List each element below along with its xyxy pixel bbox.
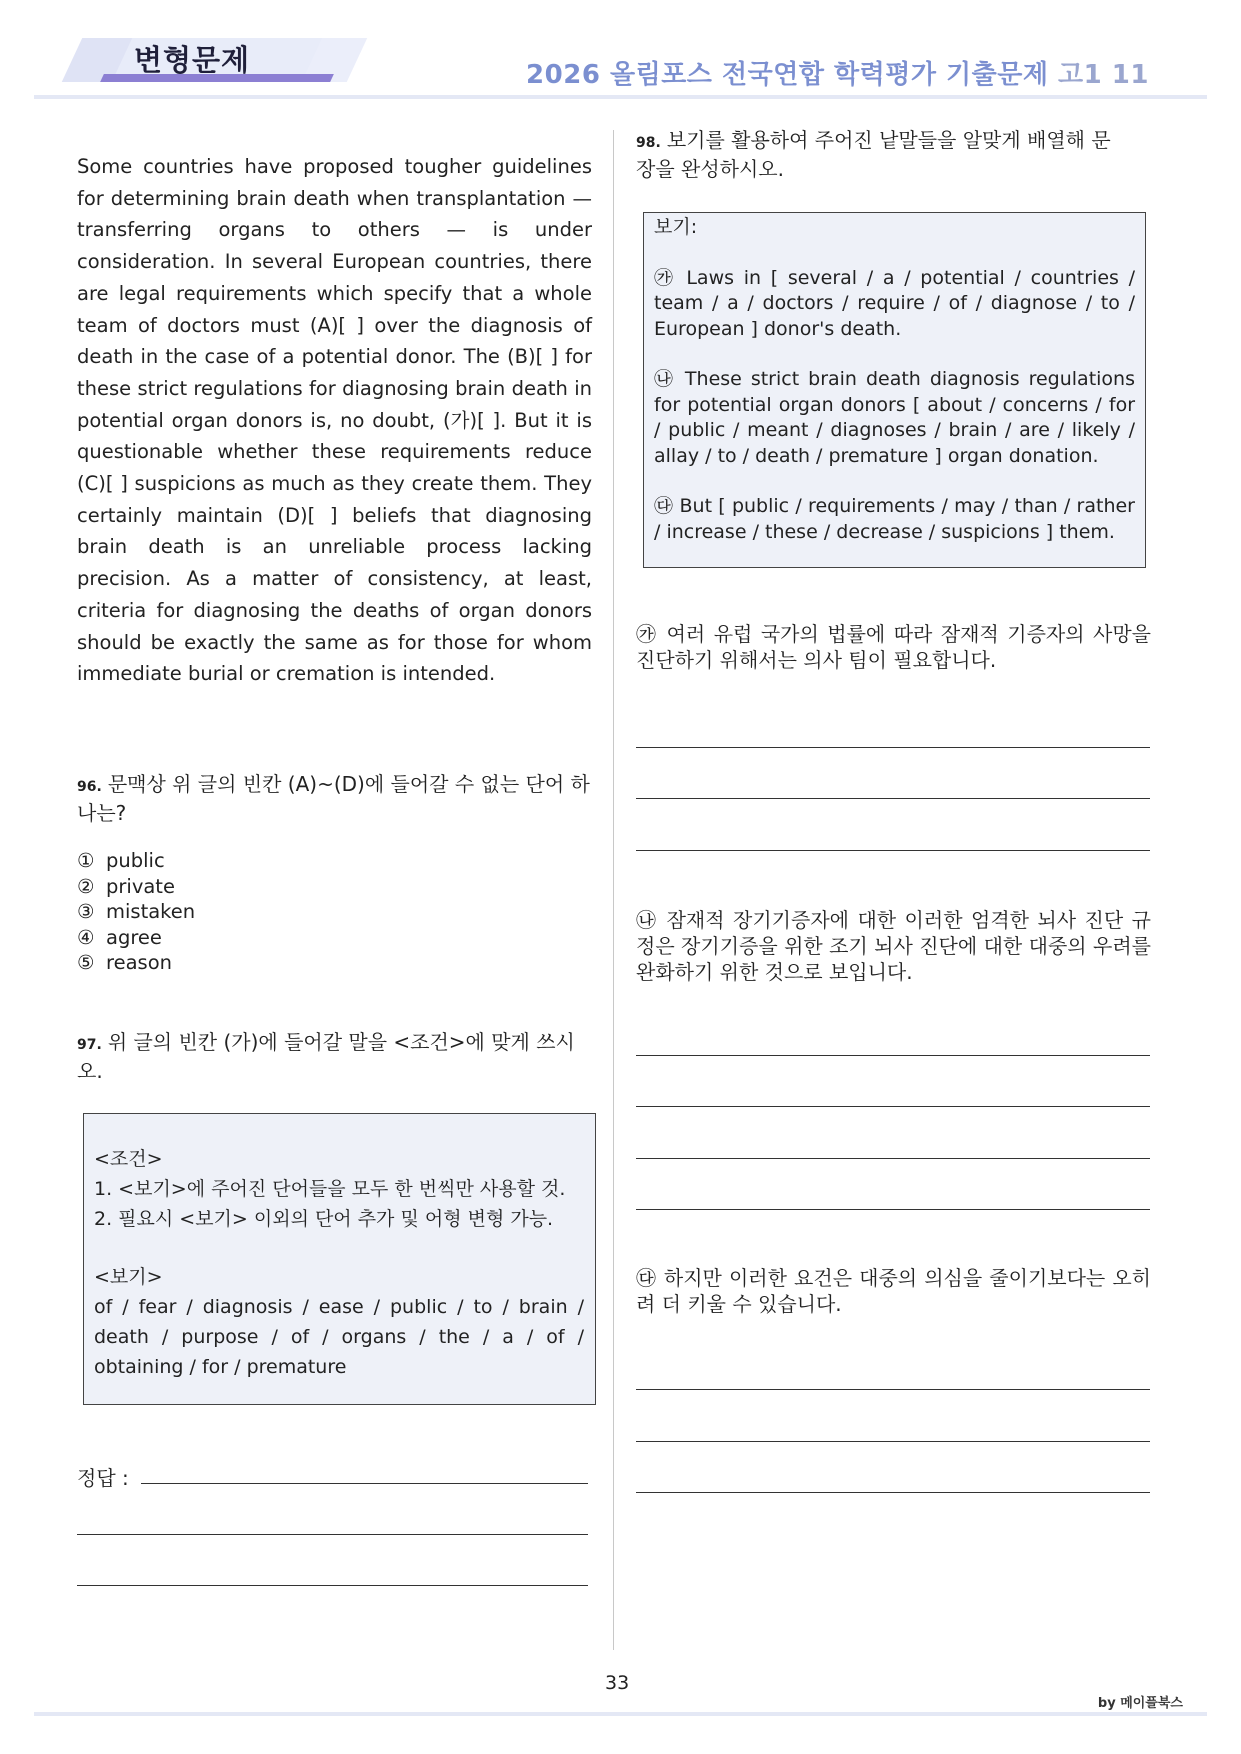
option-mark: ①: [77, 849, 95, 872]
question-number: 97.: [77, 1037, 102, 1053]
option-4[interactable]: [77, 925, 195, 951]
option-mark: ②: [77, 874, 95, 898]
bogi-box: [643, 212, 1146, 568]
option-mark: ③: [77, 900, 95, 924]
bogi-words: of / fear / diagnosis / ease / public / to / brain / death / purpose / of / organs / the / a / of / obtaining / for / premature: [94, 1296, 584, 1378]
question-text: 문맥상 위 글의 빈칸 (A)~(D)에 들어갈 수 없는 단어 하나는?: [77, 772, 590, 825]
option-5[interactable]: [77, 950, 195, 976]
bogi-title: <보기>: [94, 1266, 163, 1288]
question-96: [77, 771, 592, 826]
header-divider: [34, 95, 1207, 99]
question-98: [636, 127, 1126, 182]
korean-sentence-da: ㉰ 하지만 이러한 요건은 대중의 의심을 줄이기보다는 오히려 더 키울 수 있습니다.: [636, 1266, 1151, 1316]
answer-line[interactable]: [77, 1534, 588, 1535]
answer-line[interactable]: [77, 1585, 588, 1586]
header-badge: [62, 34, 362, 86]
question-97: [77, 1029, 592, 1084]
answer-line[interactable]: [636, 798, 1150, 799]
question-text: 위 글의 빈칸 (가)에 들어갈 말을 <조건>에 맞게 쓰시오.: [77, 1030, 575, 1083]
answer-label: 정답 :: [77, 1466, 129, 1490]
footer-divider: [34, 1712, 1207, 1716]
exam-grade: 고1 11: [1058, 60, 1149, 90]
header-title: [526, 54, 1149, 91]
column-divider: [613, 130, 614, 1650]
page-number: 33: [605, 1672, 630, 1694]
bogi-item-na: ㉯ These strict brain death diagnosis regulations for potential organ donors [ about / concerns / for / public / meant / diagnoses / brain / are / likely / allay / to / death / premature ] organ donation.: [654, 368, 1135, 467]
option-2[interactable]: [77, 874, 195, 900]
option-text: private: [106, 874, 175, 898]
option-3[interactable]: [77, 899, 195, 925]
option-mark: ⑤: [77, 951, 95, 975]
condition-title: <조건>: [94, 1148, 163, 1170]
condition-1: 1. <보기>에 주어진 단어들을 모두 한 번씩만 사용할 것.: [94, 1178, 566, 1200]
option-text: mistaken: [106, 900, 196, 924]
question-number: 96.: [77, 779, 102, 795]
bogi-title: 보기:: [654, 216, 698, 238]
answer-line[interactable]: [636, 1106, 1150, 1107]
reading-passage: Some countries have proposed tougher guidelines for determining brain death when transplantation — transferring organs to others — is under consideration. In several European countries, there are legal requirements which specify that a whole team of doctors must (A)[ ] over the diagnosis of death in the case of a potential donor. The (B)[ ] for these strict regulations for diagnosing brain death in potential organ donors is, no doubt, (가)[ ]. But it is questionable whether these requirements reduce (C)[ ] suspicions as much as they create them. They certainly maintain (D)[ ] beliefs that diagnosing brain death is an unreliable process lacking precision. As a matter of consistency, at least, criteria for diagnosing the deaths of organ donors should be exactly the same as for those for whom immediate burial or cremation is intended.: [77, 155, 592, 686]
bogi-item-ga: ㉮ Laws in [ several / a / potential / countries / team / a / doctors / require / of / diagnose / to / European ] donor's death.: [654, 266, 1135, 340]
condition-box: [83, 1113, 596, 1405]
answer-line[interactable]: [636, 747, 1150, 748]
answer-line[interactable]: [636, 1055, 1150, 1056]
answer-options: [77, 848, 195, 976]
answer-line[interactable]: [636, 1209, 1150, 1210]
question-number: 98.: [636, 135, 661, 151]
korean-sentence-na: ㉯ 잠재적 장기기증자에 대한 이러한 엄격한 뇌사 진단 규정은 장기기증을 위한 조기 뇌사 진단에 대한 대중의 우려를 완화하기 위한 것으로 보입니다.: [636, 908, 1151, 984]
answer-line[interactable]: [636, 1492, 1150, 1493]
condition-2: 2. 필요시 <보기> 이외의 단어 추가 및 어형 변형 가능.: [94, 1208, 554, 1230]
option-text: agree: [106, 925, 162, 949]
answer-line[interactable]: [636, 1441, 1150, 1442]
publisher-credit: by 메이플북스: [1097, 1696, 1183, 1711]
question-text: 보기를 활용하여 주어진 낱말들을 알맞게 배열해 문장을 완성하시오.: [636, 128, 1111, 181]
answer-line[interactable]: [636, 1158, 1150, 1159]
korean-sentence-ga: ㉮ 여러 유럽 국가의 법률에 따라 잠재적 기증자의 사망을 진단하기 위해서는 의사 팀이 필요합니다.: [636, 622, 1151, 672]
bogi-item-da: ㉰ But [ public / requirements / may / than / rather / increase / these / decrease / suspicions ] them.: [654, 495, 1135, 543]
answer-line[interactable]: [636, 850, 1150, 851]
option-text: public: [106, 849, 165, 872]
exam-title: 2026 올림포스 전국연합 학력평가 기출문제: [526, 60, 1049, 90]
answer-line[interactable]: [141, 1483, 588, 1484]
badge-label: 변형문제: [134, 43, 251, 77]
option-mark: ④: [77, 925, 95, 949]
answer-line[interactable]: [636, 1389, 1150, 1390]
option-1[interactable]: [77, 848, 195, 874]
option-text: reason: [106, 951, 172, 975]
